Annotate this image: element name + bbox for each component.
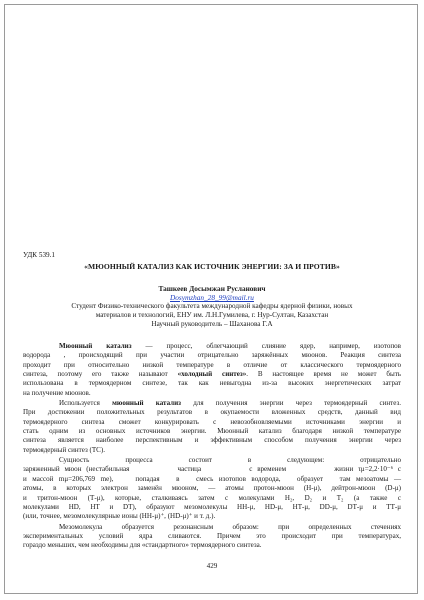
affiliation-block	[23, 302, 401, 330]
paragraph-2	[23, 399, 401, 455]
text-line: синтеза является наиболее перспективным и эффективным способом получения энергии через	[23, 436, 401, 445]
text-line: заряженный мюон (нестабильная частица с временем жизни τμ=2,2·10⁻⁶ с	[23, 465, 401, 474]
text-line: Мезомолекула образуется резонансным образом: при определенных стечениях	[59, 522, 401, 531]
article-title: «МЮОННЫЙ КАТАЛИЗ КАК ИСТОЧНИК ЭНЕРГИИ: ЗА И ПРОТИВ»	[84, 262, 340, 271]
article-body	[23, 342, 401, 551]
text-line: и тритон-мюон (Т-μ), которые, сталкиваясь затем с молекулами Н₂, D₂ и Т₂ (а также с	[23, 493, 401, 502]
text-line: и массой mμ=206,769 mе), попадая в смесь изотопов водорода, образует там мезоатомы —	[23, 474, 401, 483]
affiliation-line: материалов и технологий, ЕНУ им. Л.Н.Гумилева, г. Нур-Султан, Казахстан	[95, 311, 329, 320]
text-line: Мюонный катализ — процесс, облегчающий слияние ядер, например, изотопов	[59, 342, 401, 350]
text-line: гораздо меньших, чем необходимы для «стандартного» термоядерного синтеза.	[23, 541, 262, 550]
text-line: (или, точнее, мезомолекулярные ионы (НН-μ)⁺, (НD-μ)⁺ и т. д.).	[23, 512, 216, 521]
term-bold: мюонный катализ	[112, 399, 182, 408]
page-number: 429	[206, 562, 218, 570]
text-line: молекулами НD, НТ и DТ), образуют мезомолекулы НН-μ, НD-μ, НТ-μ, DD-μ, DТ-μ и ТТ-μ	[23, 502, 401, 511]
text-line: на получение мюонов.	[23, 388, 91, 397]
text-line: атомы, в которых электрон заменён мюоном, — атомы протон-мюон (Н-μ), дейтрон-мюон (D-μ)	[23, 484, 401, 493]
supervisor-line: Научный руководитель – Шаханова Г.А	[151, 320, 273, 329]
text-line: Сущность процесса состоит в следующем: отрицательно	[59, 456, 401, 465]
document-page	[4, 4, 418, 594]
text-line: термоядерный синтез (ТС).	[23, 445, 105, 454]
text-line: использована в термоядерном синтезе, так как невыгодна из-за высоких энергетических затрат	[23, 379, 401, 388]
text-line: синтеза, поэтому его также называют «холодный синтез». В настоящее время не может быть	[23, 370, 402, 379]
text-line: термоядерного синтеза сможет конкурировать с невозобновляемыми источниками энергии и	[23, 417, 401, 426]
affiliation-line: Студент Физико-технического факультета международной кафедры ядерной физики, новых	[71, 302, 353, 310]
text-line: водорода , происходящий при участии отрицательно заряжённых мюонов. Реакция синтеза	[23, 351, 401, 360]
paragraph-1	[23, 342, 401, 398]
paragraph-3	[23, 456, 401, 521]
paragraph-4	[23, 523, 401, 551]
text-line: экспериментальных условий ядра сливаются. Причем это происходит при температурах,	[23, 531, 401, 540]
text-line: стать одним из основных источников энергии. Мюонный катализ благодаря низкой температуре	[23, 427, 401, 436]
text-line: При достижении положительных результатов в окупаемости вложенных средств, данный вид	[23, 408, 401, 417]
term-bold: «холодный синтез»	[177, 370, 247, 379]
text-line: проходит при относительно низкой температуре в отличие от классического термоядерного	[23, 360, 401, 369]
author-email-link[interactable]: Dosymzhan_28_99@mail.ru	[170, 293, 254, 302]
author-name: Ташкеев Досымжан Русланович	[158, 284, 266, 293]
term-bold: Мюонный катализ	[59, 342, 132, 350]
udc-code: УДК 539.1	[23, 251, 56, 259]
text-line: Используется мюонный катализ для получения энергии через термоядерный синтез.	[59, 399, 402, 408]
